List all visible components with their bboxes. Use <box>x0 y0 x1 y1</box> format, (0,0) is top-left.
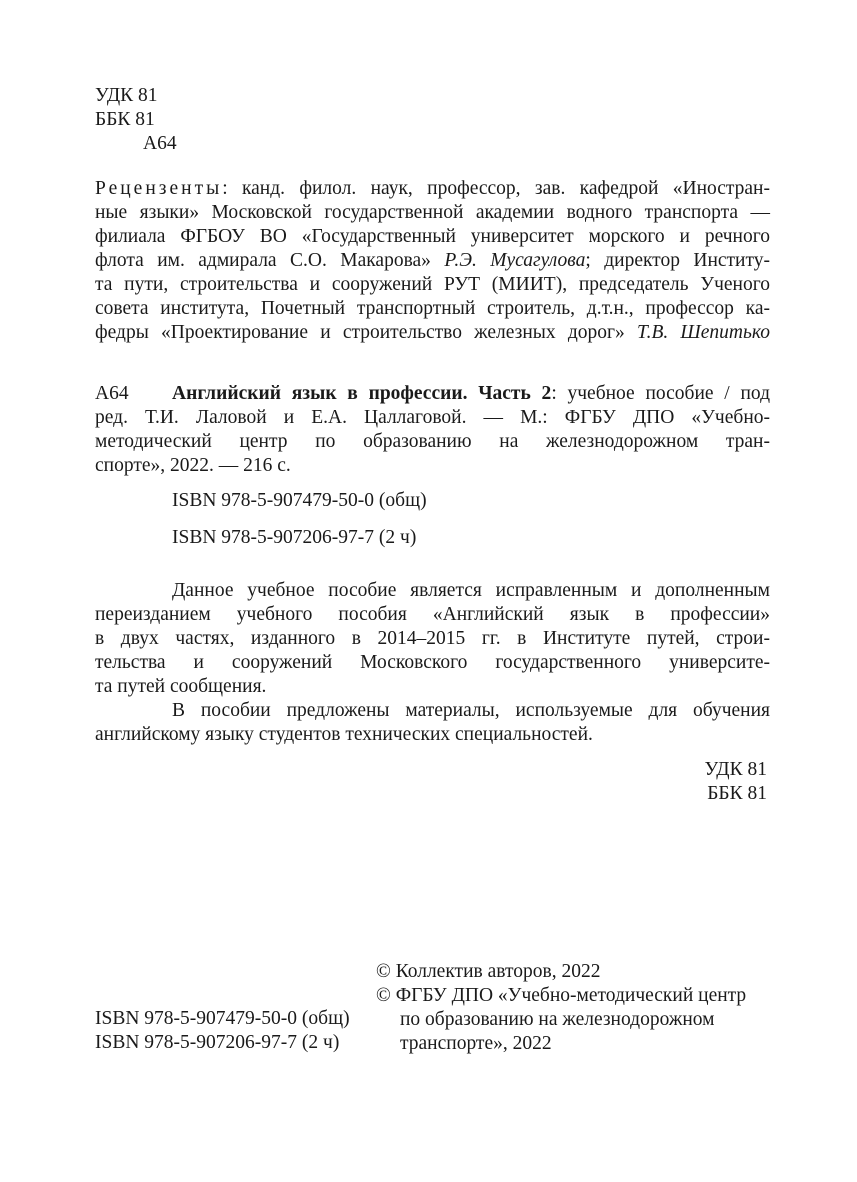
copyright-block <box>376 960 746 1056</box>
biblio-first-line: Английский язык в профессии. Часть 2: учебное пособие / под <box>172 383 770 404</box>
biblio-line: методический центр по образованию на железнодорожном тран- <box>95 431 770 452</box>
copyright-line: © ФГБУ ДПО «Учебно-методический центр <box>376 985 747 1006</box>
biblio-line: ред. Т.И. Лаловой и Е.А. Цаллаговой. — М.: ФГБУ ДПО «Учебно- <box>95 407 770 428</box>
isbn-part: ISBN 978-5-907206-97-7 (2 ч) <box>172 527 417 548</box>
copyright-line: © Коллектив авторов, 2022 <box>376 961 601 982</box>
reviewers-block <box>95 177 770 345</box>
reviewers-line: та пути, строительства и сооружений РУТ (МИИТ), председатель Ученого <box>95 274 770 295</box>
annotation-line: Данное учебное пособие является исправленным и дополненным <box>172 580 770 601</box>
book-title: Английский язык в профессии. Часть 2 <box>172 383 552 404</box>
annotation-line: в двух частях, изданного в 2014–2015 гг. в Институте путей, строи- <box>95 628 770 649</box>
udk-code: УДК 81 <box>95 85 158 106</box>
reviewer-name: Т.В. Шепитько <box>636 322 770 343</box>
bbk-code-bottom: ББК 81 <box>707 783 767 804</box>
author-sign: А64 <box>143 133 177 154</box>
isbn-footer-part: ISBN 978-5-907206-97-7 (2 ч) <box>95 1032 340 1053</box>
biblio-line: спорте», 2022. — 216 с. <box>95 455 291 476</box>
biblio-author-sign: А64 <box>95 383 129 404</box>
reviewers-line: ные языки» Московской государственной академии водного транспорта — <box>95 202 770 223</box>
reviewer-name: Р.Э. Мусагулова <box>444 250 586 271</box>
copyright-line: транспорте», 2022 <box>400 1033 552 1054</box>
annotation-block <box>95 579 770 747</box>
reviewers-line: флота им. адмирала С.О. Макарова» Р.Э. Мусагулова; директор Институ- <box>95 250 771 271</box>
isbn-footer-general: ISBN 978-5-907479-50-0 (общ) <box>95 1008 350 1029</box>
udk-code-bottom: УДК 81 <box>704 759 767 780</box>
biblio-description <box>95 406 770 478</box>
isbn-footer <box>95 1007 350 1055</box>
annotation-line: английскому языку студентов технических специальностей. <box>95 724 593 745</box>
annotation-line: тельства и сооружений Московского государственного университе- <box>95 652 770 673</box>
reviewers-line: Рецензенты: канд. филол. наук, профессор, зав. кафедрой «Иностран- <box>95 178 770 199</box>
annotation-line: та путей сообщения. <box>95 676 267 697</box>
reviewers-line: совета института, Почетный транспортный строитель, д.т.н., профессор ка- <box>95 298 770 319</box>
reviewers-line: филиала ФГБОУ ВО «Государственный университет морского и речного <box>95 226 770 247</box>
annotation-line: В пособии предложены материалы, используемые для обучения <box>172 700 770 721</box>
bbk-code: ББК 81 <box>95 109 155 130</box>
annotation-line: переизданием учебного пособия «Английский язык в профессии» <box>95 604 770 625</box>
reviewers-label: Рецензенты <box>95 178 223 199</box>
reviewers-line: федры «Проектирование и строительство железных дорог» Т.В. Шепитько <box>95 322 770 343</box>
copyright-line: по образованию на железнодорожном <box>400 1009 715 1030</box>
isbn-general: ISBN 978-5-907479-50-0 (общ) <box>172 490 427 511</box>
